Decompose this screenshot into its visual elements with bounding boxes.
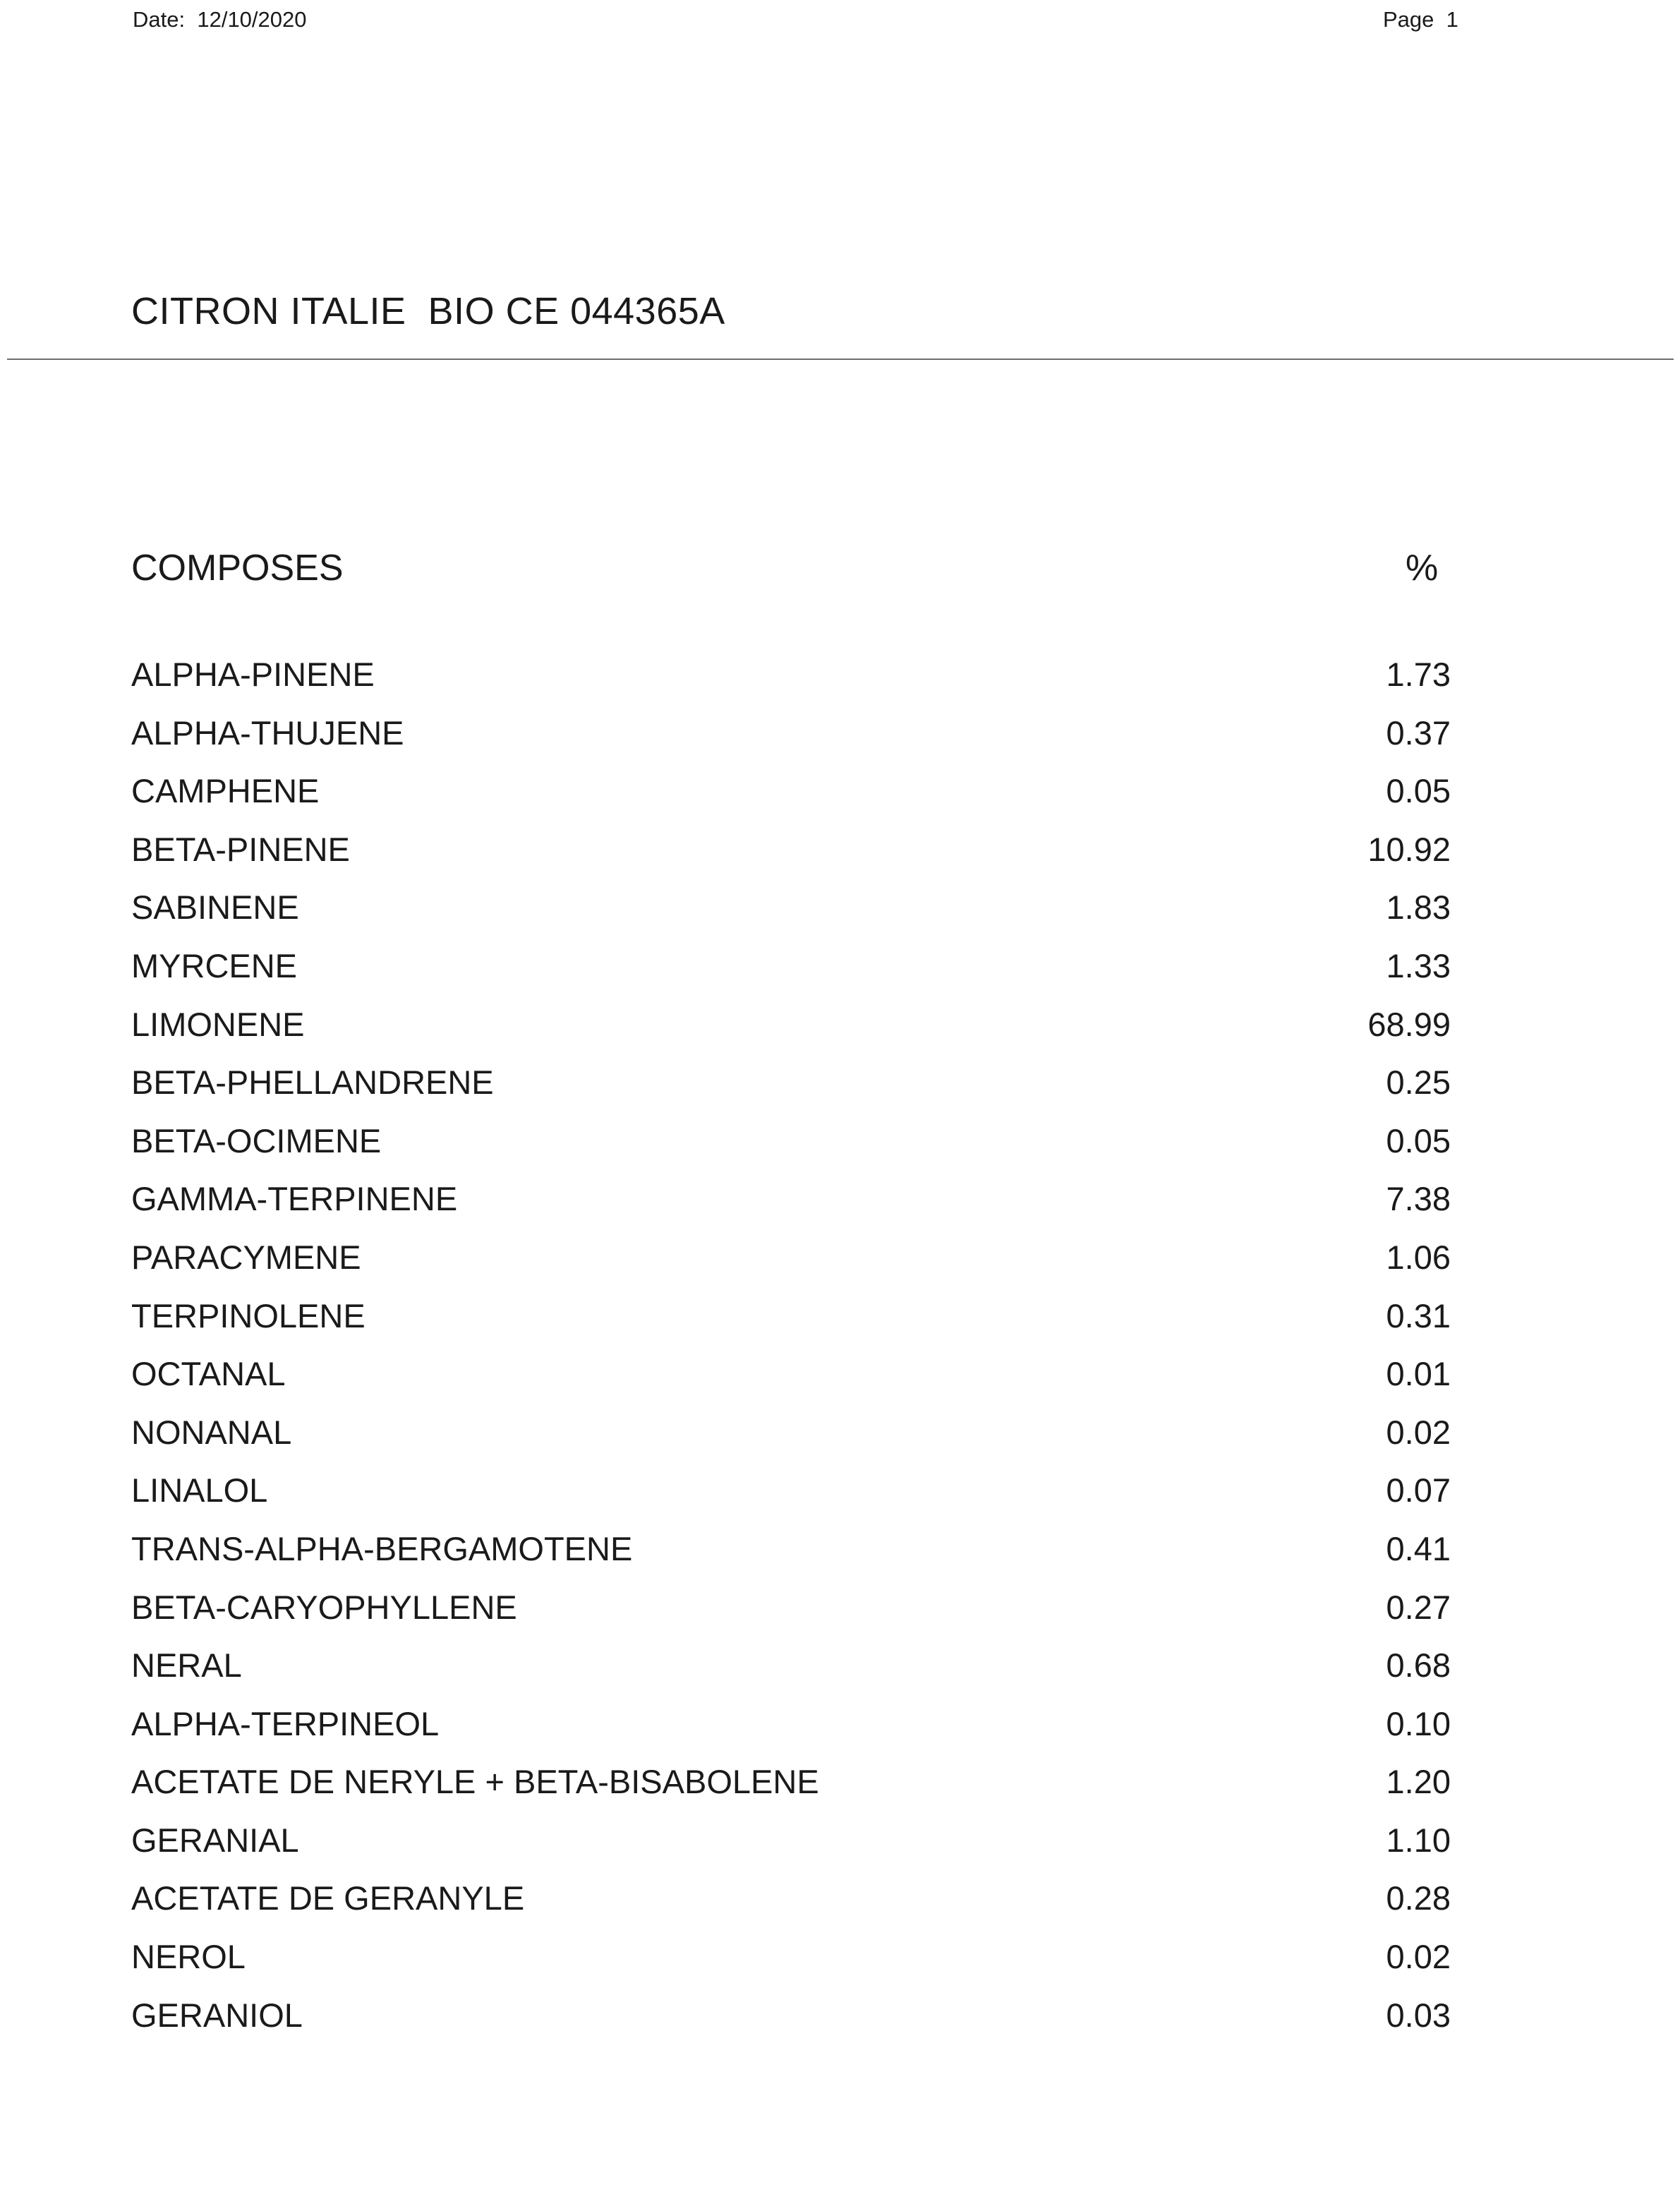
column-header-percent: % <box>1406 548 1439 589</box>
compound-name: CAMPHENE <box>131 772 320 810</box>
compound-percent: 7.38 <box>1386 1180 1451 1218</box>
compound-name: ACETATE DE GERANYLE <box>131 1879 525 1917</box>
compound-percent: 10.92 <box>1367 830 1451 868</box>
compound-name: NONANAL <box>131 1413 292 1451</box>
table-row <box>131 1471 1451 1529</box>
compound-percent: 0.05 <box>1386 1121 1451 1159</box>
table-row <box>131 1296 1451 1355</box>
compound-percent: 0.05 <box>1386 772 1451 810</box>
table-row <box>131 1821 1451 1879</box>
compound-percent: 0.10 <box>1386 1704 1451 1742</box>
compound-name: BETA-PHELLANDRENE <box>131 1064 494 1102</box>
compound-percent: 68.99 <box>1367 1005 1451 1043</box>
table-header <box>131 547 1451 596</box>
compound-name: NERAL <box>131 1646 242 1685</box>
table-row <box>131 1588 1451 1646</box>
compound-percent: 1.73 <box>1386 656 1451 693</box>
compound-name: NEROL <box>131 1938 246 1976</box>
page-header <box>0 7 1680 35</box>
table-row <box>131 1413 1451 1471</box>
compound-name: ACETATE DE NERYLE + BETA-BISABOLENE <box>131 1763 819 1801</box>
column-header-compounds: COMPOSES <box>131 548 344 589</box>
page-indicator <box>1383 7 1458 32</box>
compound-percent: 0.37 <box>1386 713 1451 752</box>
compound-percent: 0.25 <box>1386 1064 1451 1102</box>
compound-percent: 0.41 <box>1386 1529 1451 1567</box>
compound-percent: 0.68 <box>1386 1646 1451 1685</box>
date-label: Date: <box>133 7 186 32</box>
table-row <box>131 1762 1451 1821</box>
table-row <box>131 946 1451 1005</box>
compound-percent: 0.03 <box>1386 1996 1451 2034</box>
compound-percent: 1.83 <box>1386 888 1451 927</box>
compound-name: BETA-PINENE <box>131 830 350 868</box>
compound-name: ALPHA-PINENE <box>131 656 375 693</box>
date-stamp <box>133 7 307 32</box>
page-number: 1 <box>1446 7 1458 32</box>
date-value: 12/10/2020 <box>197 7 307 32</box>
compound-name: OCTANAL <box>131 1355 286 1393</box>
table-row <box>131 1937 1451 1996</box>
table-row <box>131 1179 1451 1238</box>
compound-name: TRANS-ALPHA-BERGAMOTENE <box>131 1529 633 1567</box>
compound-name: LIMONENE <box>131 1005 305 1043</box>
table-row <box>131 771 1451 830</box>
table-row <box>131 830 1451 888</box>
table-row <box>131 655 1451 713</box>
page-label: Page <box>1383 7 1434 32</box>
table-row <box>131 1354 1451 1413</box>
compound-percent: 0.28 <box>1386 1879 1451 1917</box>
composition-table <box>131 655 1451 2054</box>
table-row <box>131 1238 1451 1296</box>
table-row <box>131 1996 1451 2054</box>
compound-name: LINALOL <box>131 1471 268 1510</box>
compound-percent: 0.27 <box>1386 1588 1451 1626</box>
table-row <box>131 1646 1451 1704</box>
compound-name: GAMMA-TERPINENE <box>131 1180 458 1218</box>
compound-name: ALPHA-TERPINEOL <box>131 1704 440 1742</box>
compound-percent: 0.07 <box>1386 1471 1451 1510</box>
compound-percent: 1.33 <box>1386 946 1451 984</box>
compound-name: GERANIAL <box>131 1821 299 1859</box>
compound-name: SABINENE <box>131 888 299 927</box>
table-row <box>131 1529 1451 1588</box>
compound-percent: 0.01 <box>1386 1355 1451 1393</box>
table-row <box>131 1121 1451 1180</box>
document-title: CITRON ITALIE BIO CE 044365A <box>131 290 725 332</box>
compound-name: TERPINOLENE <box>131 1296 365 1335</box>
table-row <box>131 888 1451 946</box>
table-row <box>131 713 1451 772</box>
compound-percent: 0.02 <box>1386 1413 1451 1451</box>
compound-name: ALPHA-THUJENE <box>131 713 404 752</box>
compound-percent: 0.31 <box>1386 1296 1451 1335</box>
table-row <box>131 1704 1451 1763</box>
table-row <box>131 1005 1451 1064</box>
table-row <box>131 1879 1451 1937</box>
compound-name: MYRCENE <box>131 946 298 984</box>
compound-name: BETA-CARYOPHYLLENE <box>131 1588 517 1626</box>
compound-percent: 1.10 <box>1386 1821 1451 1859</box>
compound-name: BETA-OCIMENE <box>131 1121 382 1159</box>
compound-name: GERANIOL <box>131 1996 303 2034</box>
compound-percent: 1.20 <box>1386 1763 1451 1801</box>
table-row <box>131 1063 1451 1121</box>
compound-name: PARACYMENE <box>131 1238 361 1276</box>
compound-percent: 1.06 <box>1386 1238 1451 1276</box>
title-divider <box>7 359 1674 360</box>
compound-percent: 0.02 <box>1386 1938 1451 1976</box>
